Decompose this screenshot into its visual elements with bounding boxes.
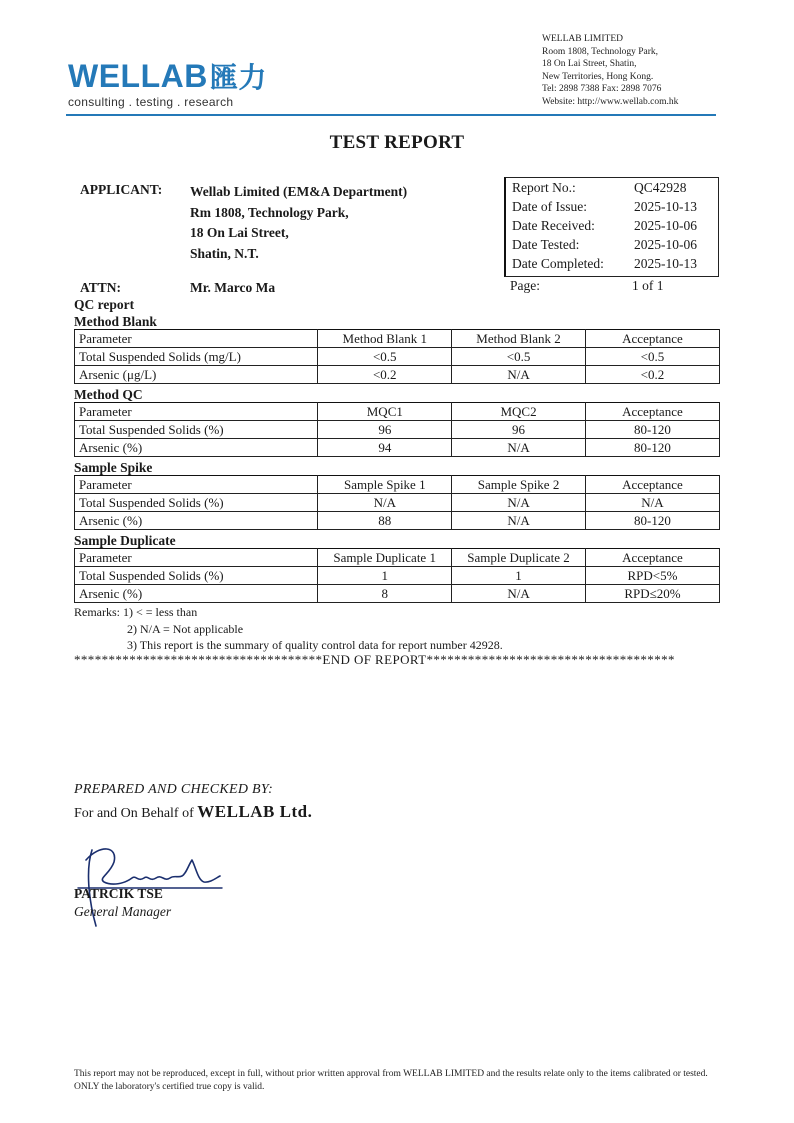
applicant-line: Shatin, N.T. [190, 245, 259, 261]
signer-name: PATRCIK TSE [74, 886, 163, 901]
table-cell: Arsenic (%) [75, 512, 318, 530]
header-cell: Acceptance [585, 403, 719, 421]
table-cell: 1 [318, 567, 452, 585]
table-cell: <0.5 [585, 348, 719, 366]
table-cell: Total Suspended Solids (%) [75, 421, 318, 439]
method-qc-table [74, 402, 720, 457]
table-row [75, 439, 720, 457]
table-cell: N/A [318, 494, 452, 512]
company-logo [68, 58, 267, 96]
qc-report-title: QC report [74, 297, 135, 312]
table-cell: 80-120 [585, 512, 719, 530]
header-cell: Parameter [75, 330, 318, 348]
table-row [75, 585, 720, 603]
company-line: Tel: 2898 7388 Fax: 2898 7076 [542, 84, 662, 95]
table-cell: <0.2 [585, 366, 719, 384]
table-cell: Arsenic (μg/L) [75, 366, 318, 384]
section-title-method-qc: Method QC [74, 387, 143, 402]
info-label: Date of Issue: [512, 199, 587, 214]
info-value: 2025-10-06 [634, 218, 697, 233]
header-cell: Method Blank 1 [318, 330, 452, 348]
table-row [75, 567, 720, 585]
remark-line [74, 604, 503, 621]
header-cell: Sample Duplicate 2 [452, 549, 586, 567]
table-cell: 96 [452, 421, 586, 439]
table-cell: N/A [452, 512, 586, 530]
logo-text: WELLAB [68, 58, 208, 94]
table-header-row [75, 403, 720, 421]
header-cell: Sample Spike 1 [318, 476, 452, 494]
info-value: 2025-10-06 [634, 237, 697, 252]
table-cell: 80-120 [585, 439, 719, 457]
signer-title: General Manager [74, 904, 172, 919]
table-cell: N/A [452, 366, 586, 384]
company-address-block [542, 33, 678, 109]
header-cell: MQC2 [452, 403, 586, 421]
header-cell: Parameter [75, 549, 318, 567]
remarks-block [74, 604, 503, 654]
header-cell: MQC1 [318, 403, 452, 421]
remark-item: 2) N/A = Not applicable [127, 621, 244, 636]
header-cell: Parameter [75, 403, 318, 421]
end-of-report-line: ************************************END OF REPORT************************************ [74, 652, 675, 667]
table-cell: Total Suspended Solids (%) [75, 567, 318, 585]
section-title-sample-duplicate: Sample Duplicate [74, 533, 176, 548]
page-number-row [510, 278, 664, 294]
remark-item: 3) This report is the summary of quality control data for report number 42928. [127, 638, 503, 652]
method-blank-table [74, 329, 720, 384]
header-divider [66, 114, 716, 116]
info-value: 2025-10-13 [634, 256, 697, 271]
company-line: 18 On Lai Street, Shatin, [542, 59, 637, 70]
info-label: Date Completed: [512, 256, 604, 271]
header-cell: Parameter [75, 476, 318, 494]
info-value: QC42928 [634, 180, 687, 195]
header-cell: Method Blank 2 [452, 330, 586, 348]
report-info-box [504, 177, 719, 277]
table-cell: 80-120 [585, 421, 719, 439]
table-cell: 96 [318, 421, 452, 439]
table-cell: Total Suspended Solids (%) [75, 494, 318, 512]
remarks-label: Remarks: [74, 605, 120, 619]
table-row [75, 421, 720, 439]
table-cell: 1 [452, 567, 586, 585]
page-value: 1 of 1 [632, 278, 664, 293]
table-cell: Arsenic (%) [75, 585, 318, 603]
report-title: TEST REPORT [329, 132, 465, 153]
table-cell: <0.5 [318, 348, 452, 366]
prepared-by-label: PREPARED AND CHECKED BY: [74, 782, 274, 797]
table-cell: Arsenic (%) [75, 439, 318, 457]
header-cell: Acceptance [585, 330, 719, 348]
table-cell: RPD≤20% [585, 585, 719, 603]
table-cell: 88 [318, 512, 452, 530]
section-title-sample-spike: Sample Spike [74, 460, 153, 475]
table-cell: 8 [318, 585, 452, 603]
applicant-label: APPLICANT: [80, 182, 163, 197]
info-label: Report No.: [512, 180, 576, 195]
applicant-line: Wellab Limited (EM&A Department) [190, 184, 408, 199]
attn-label: ATTN: [80, 280, 122, 295]
table-row [75, 348, 720, 366]
table-header-row [75, 330, 720, 348]
table-header-row [75, 476, 720, 494]
table-cell: N/A [452, 585, 586, 603]
attn-name: Mr. Marco Ma [190, 280, 276, 295]
header-cell: Sample Duplicate 1 [318, 549, 452, 567]
table-row [75, 494, 720, 512]
company-line: New Territories, Hong Kong. [542, 71, 654, 82]
table-cell: <0.2 [318, 366, 452, 384]
table-cell: <0.5 [452, 348, 586, 366]
company-line: Website: http://www.wellab.com.hk [542, 96, 679, 107]
sample-spike-table [74, 475, 720, 530]
table-row [75, 366, 720, 384]
applicant-address [190, 182, 407, 264]
table-cell: N/A [585, 494, 719, 512]
info-label: Date Tested: [512, 237, 580, 252]
table-cell: RPD<5% [585, 567, 719, 585]
applicant-line: Rm 1808, Technology Park, [190, 204, 349, 220]
info-label: Date Received: [512, 218, 595, 233]
company-line: WELLAB LIMITED [542, 34, 623, 44]
company-line: Room 1808, Technology Park, [542, 46, 659, 57]
table-row [75, 512, 720, 530]
header-cell: Acceptance [585, 476, 719, 494]
logo-tagline: consulting . testing . research [68, 95, 234, 109]
sample-duplicate-table [74, 548, 720, 603]
remark-item: 1) < = less than [123, 605, 198, 619]
header-cell: Acceptance [585, 549, 719, 567]
header-cell: Sample Spike 2 [452, 476, 586, 494]
behalf-company: WELLAB Ltd. [197, 802, 313, 821]
applicant-line: 18 On Lai Street, [190, 225, 289, 240]
footer-disclaimer: This report may not be reproduced, except in full, without prior written approval from WELLAB LIMITED and the results relate only to the items calibrated or tested. ONLY the laboratory's certified true copy is valid. [74, 1069, 708, 1092]
on-behalf-line [74, 802, 312, 822]
page-label: Page: [510, 278, 540, 293]
logo-cjk-text: 匯力 [209, 62, 267, 93]
table-cell: Total Suspended Solids (mg/L) [75, 348, 318, 366]
table-cell: 94 [318, 439, 452, 457]
table-cell: N/A [452, 494, 586, 512]
table-cell: N/A [452, 439, 586, 457]
section-title-method-blank: Method Blank [74, 314, 157, 329]
behalf-prefix: For and On Behalf of [74, 806, 194, 821]
table-header-row [75, 549, 720, 567]
info-value: 2025-10-13 [634, 199, 697, 214]
